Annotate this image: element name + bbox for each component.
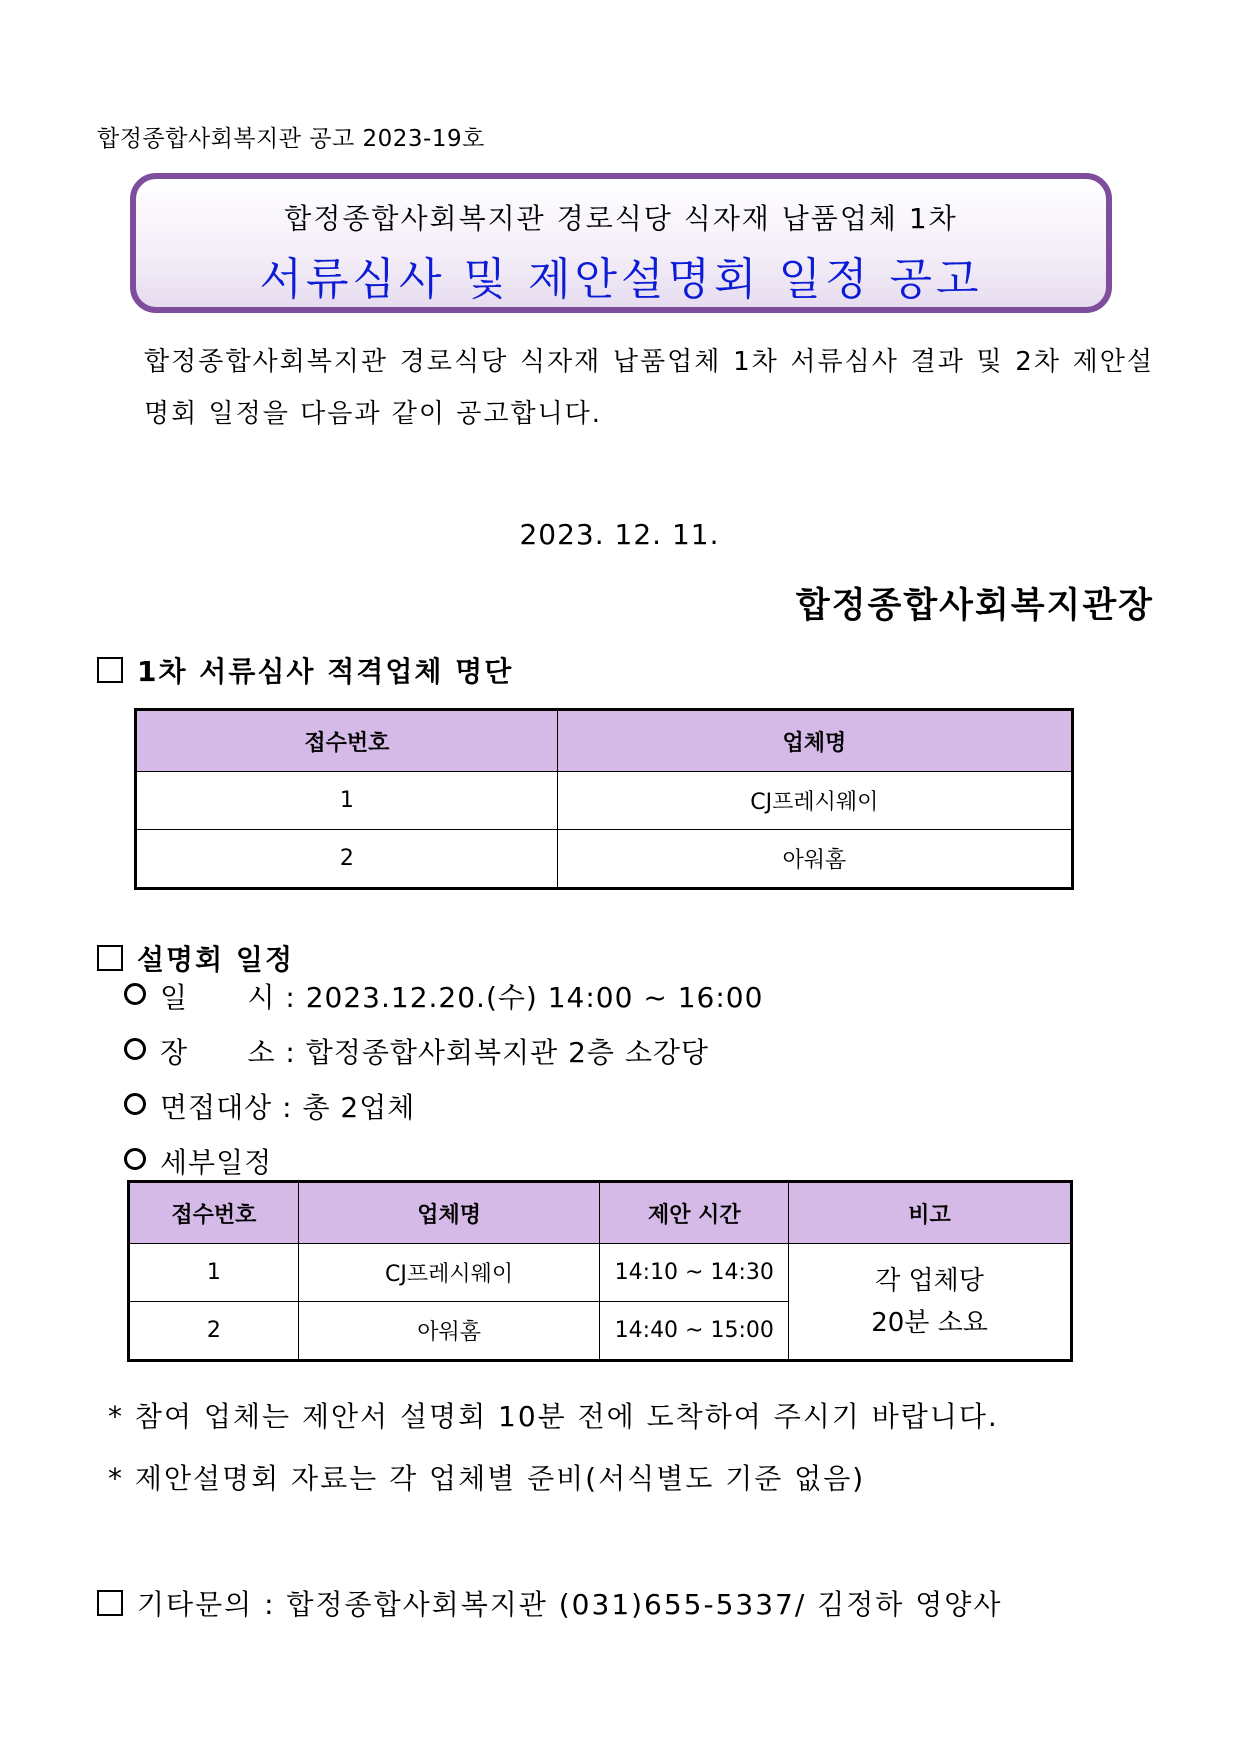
remark-line2: 20분 소요 <box>871 1307 988 1338</box>
cell-time: 14:10 ~ 14:30 <box>600 1244 789 1302</box>
detail-label: 세부일정 <box>160 1146 273 1179</box>
qualified-companies-table <box>134 708 1074 890</box>
title-box <box>130 173 1112 313</box>
cell-company: 아워홈 <box>298 1302 600 1361</box>
circle-bullet-icon <box>124 1148 146 1170</box>
remark-line1: 각 업체당 <box>875 1265 984 1296</box>
circle-bullet-icon <box>124 1038 146 1060</box>
header-receipt-no: 접수번호 <box>129 1182 299 1244</box>
cell-company: CJ프레시웨이 <box>557 772 1072 830</box>
schedule-place: 장 소 : 합정종합사회복지관 2층 소강당 <box>124 1031 709 1071</box>
signer: 합정종합사회복지관장 <box>795 586 1154 626</box>
target-value: 총 2업체 <box>302 1091 416 1124</box>
cell-company: 아워홈 <box>557 830 1072 889</box>
section2-heading-text: 설명회 일정 <box>137 943 294 976</box>
schedule-target: 면접대상 : 총 2업체 <box>124 1086 415 1126</box>
note-materials: * 제안설명회 자료는 각 업체별 준비(서식별도 기준 없음) <box>108 1462 866 1495</box>
header-remark: 비고 <box>789 1182 1072 1244</box>
cell-receipt-no: 1 <box>136 772 558 830</box>
table-header-row <box>129 1182 1072 1244</box>
section1-heading <box>97 650 513 690</box>
place-label: 장 소 <box>160 1036 276 1069</box>
contact-text: 기타문의 : 합정종합사회복지관 (031)655-5337/ 김정하 영양사 <box>137 1588 1003 1621</box>
schedule-detail <box>124 1141 272 1181</box>
circle-bullet-icon <box>124 983 146 1005</box>
note-arrival: * 참여 업체는 제안서 설명회 10분 전에 도착하여 주시기 바랍니다. <box>108 1400 999 1433</box>
checkbox-square-icon <box>97 945 123 971</box>
title-subtitle: 합정종합사회복지관 경로식당 식자재 납품업체 1차 <box>284 202 958 235</box>
datetime-label: 일 시 <box>160 981 276 1014</box>
cell-receipt-no: 2 <box>136 830 558 889</box>
contact-info <box>97 1583 1002 1623</box>
header-company: 업체명 <box>557 710 1072 772</box>
checkbox-square-icon <box>97 1590 123 1616</box>
checkbox-square-icon <box>97 657 123 683</box>
detail-schedule-table <box>127 1180 1073 1362</box>
cell-time: 14:40 ~ 15:00 <box>600 1302 789 1361</box>
notice-date: 2023. 12. 11. <box>519 518 720 551</box>
target-label: 면접대상 <box>160 1091 273 1124</box>
title-main: 서류심사 및 제안설명회 일정 공고 <box>259 254 983 305</box>
header-company: 업체명 <box>298 1182 600 1244</box>
table-row <box>129 1244 1072 1302</box>
place-value: 합정종합사회복지관 2층 소강당 <box>305 1036 709 1069</box>
table-row <box>136 830 1073 889</box>
section2-heading <box>97 938 294 978</box>
notice-number: 합정종합사회복지관 공고 2023-19호 <box>97 126 485 152</box>
cell-receipt-no: 1 <box>129 1244 299 1302</box>
circle-bullet-icon <box>124 1093 146 1115</box>
header-time: 제안 시간 <box>600 1182 789 1244</box>
section1-heading-text: 1차 서류심사 적격업체 명단 <box>137 655 514 688</box>
cell-remark <box>789 1244 1072 1361</box>
table-header-row <box>136 710 1073 772</box>
schedule-datetime: 일 시 : 2023.12.20.(수) 14:00 ~ 16:00 <box>124 976 763 1016</box>
header-receipt-no: 접수번호 <box>136 710 558 772</box>
datetime-value: 2023.12.20.(수) 14:00 ~ 16:00 <box>305 981 764 1014</box>
table-row <box>136 772 1073 830</box>
cell-receipt-no: 2 <box>129 1302 299 1361</box>
intro-paragraph: 합정종합사회복지관 경로식당 식자재 납품업체 1차 서류심사 결과 및 2차 제안설명회 일정을 다음과 같이 공고합니다. <box>144 347 1154 429</box>
cell-company: CJ프레시웨이 <box>298 1244 600 1302</box>
